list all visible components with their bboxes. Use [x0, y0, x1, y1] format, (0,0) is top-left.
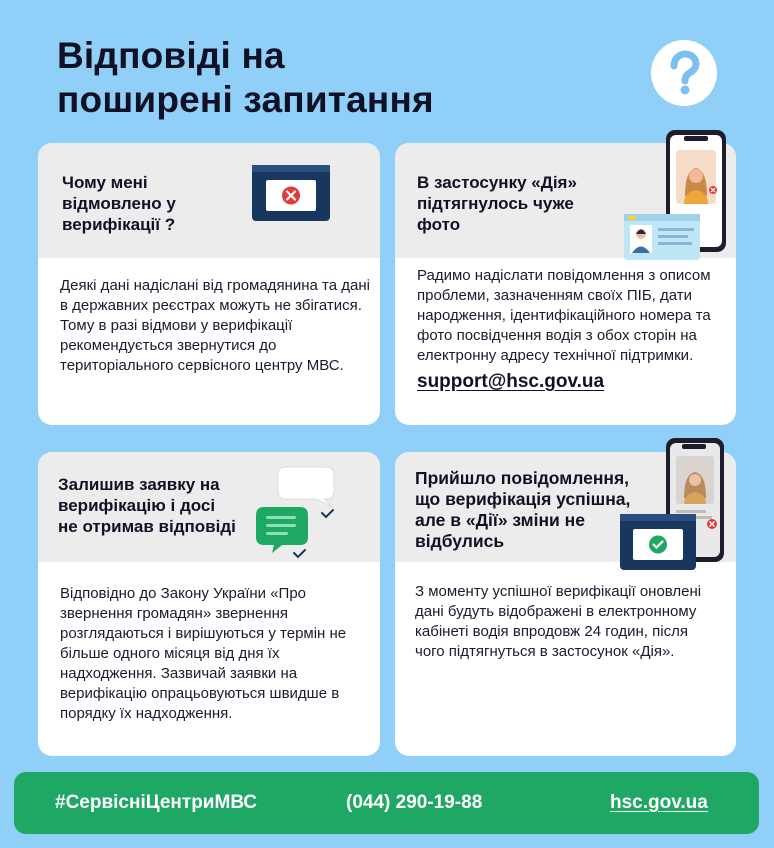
- faq-answer: Деякі дані надіслані від громадянина та дані в державних реєстрах можуть не збігатися. Тому в разі відмови у верифікації рекомендується звернутися до територіального сервісного центру МВС.: [60, 277, 370, 374]
- page-title-line-2: поширені запитання: [57, 79, 434, 120]
- faq-question: Прийшло повідомлення, що верифікація успішна, але в «Дії» зміни не відбулись: [415, 468, 631, 551]
- rejected-card-icon: [252, 165, 330, 221]
- faq-card-rejected: [38, 143, 380, 425]
- faq-answer: Радимо надіслати повідомлення з описом проблеми, зазначенням своїх ПІБ, дати народження, ідентифікаційного номера та фото посвідчення водія з обох сторін на електронну адресу технічної підтримки. support@hsc.gov.ua: [417, 267, 711, 392]
- footer-phone[interactable]: (044) 290-19-88: [346, 792, 483, 813]
- footer-bar: [14, 772, 759, 834]
- faq-question: В застосунку «Дія» підтягнулось чуже фото: [417, 173, 577, 234]
- footer-hashtag[interactable]: #СервісніЦентриМВС: [55, 792, 258, 813]
- question-icon: [651, 40, 717, 106]
- chat-bubbles-icon: [254, 463, 364, 563]
- phone-photo-icon: [622, 130, 732, 260]
- faq-card-header: [38, 143, 380, 258]
- faq-question: Чому мені відмовлено у верифікації ?: [62, 173, 176, 234]
- faq-answer: З моменту успішної верифікації оновлені дані будуть відображені в електронному кабінеті водія впродовж 24 годин, після чого підтягнуться в застосунок «Дія».: [415, 583, 702, 660]
- page-title: [57, 34, 434, 122]
- faq-answer: Відповідно до Закону України «Про звернення громадян» звернення розглядаються і вирішуються у термін не більше одного місяця від дня їх надходження. Зазвичай заявки на верифікацію опрацьовуються швидше в порядку їх надходження.: [60, 585, 347, 722]
- footer-website-link[interactable]: hsc.gov.ua: [610, 792, 708, 813]
- faq-question: Залишив заявку на верифікацію і досі не отримав відповіді: [58, 475, 236, 536]
- support-email-link[interactable]: support@hsc.gov.ua: [417, 371, 605, 392]
- page-title-line-1: Відповіді на: [57, 35, 285, 76]
- verified-card-icon: [620, 438, 732, 572]
